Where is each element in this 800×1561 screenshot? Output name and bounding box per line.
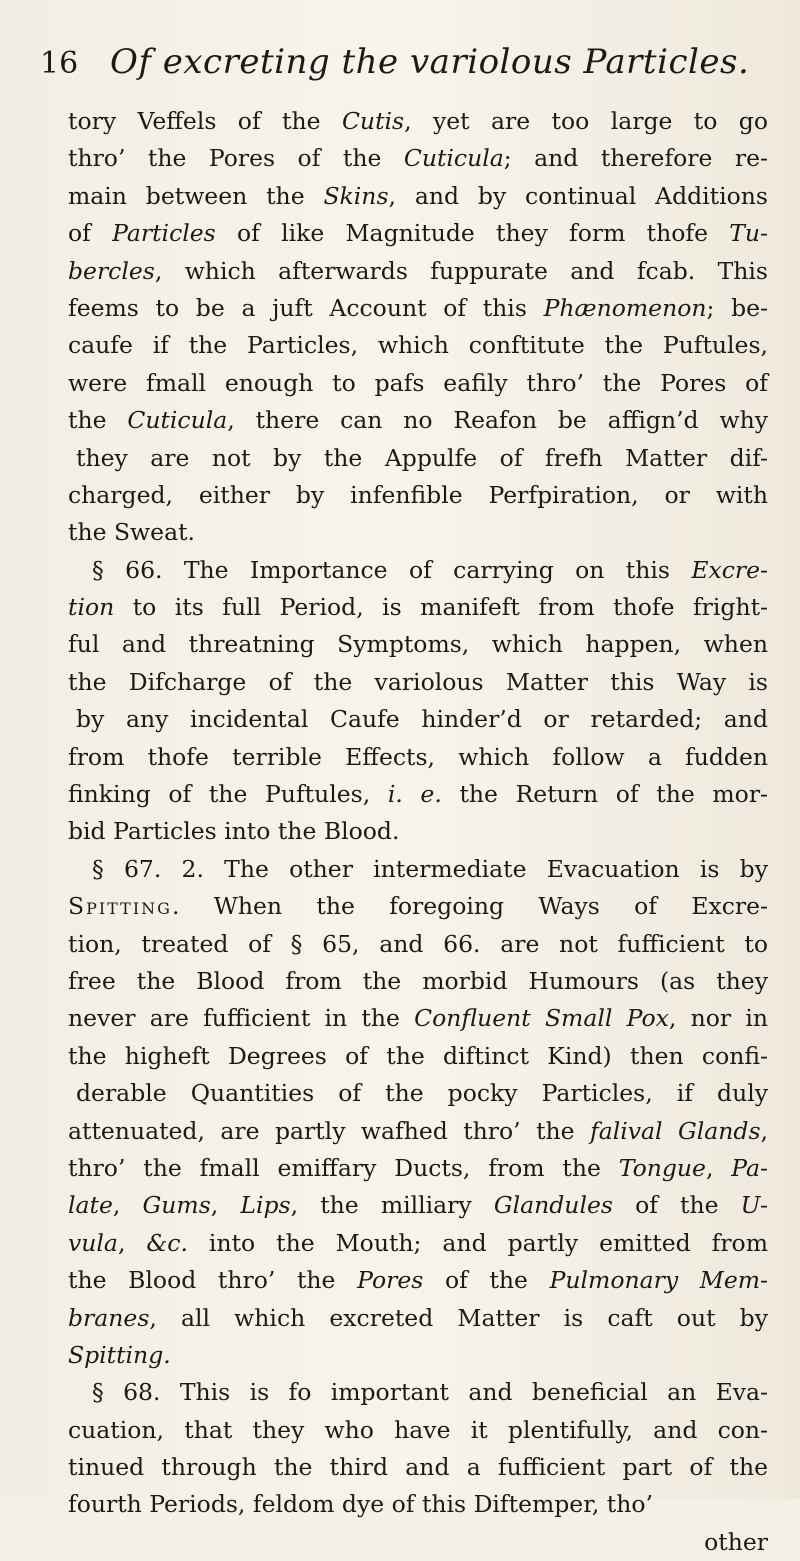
- text-line: [68, 626, 768, 663]
- text-run: falival Glands: [590, 1116, 761, 1145]
- text-run: bid Particles into the Blood.: [68, 817, 400, 846]
- text-line: [68, 1300, 768, 1337]
- text-run: attenuated, are partly wafhed thro’ the: [68, 1116, 590, 1145]
- text-line: [68, 926, 768, 963]
- text-run: feems to be a juft Account of this: [68, 293, 544, 322]
- text-run: branes: [68, 1303, 150, 1332]
- text-line: [68, 701, 768, 738]
- text-run: never are fufficient in the: [68, 1004, 415, 1033]
- text-line: [68, 402, 768, 439]
- text-run: caufe if the Particles, which conftitute the Puftules,: [68, 331, 768, 360]
- text-run: of the: [423, 1266, 550, 1295]
- text-run: , and by continual Additions: [388, 181, 768, 210]
- text-line: [68, 140, 768, 177]
- text-run: § 67. 2. The other intermediate Evacuation is by: [92, 854, 768, 883]
- text-line: [68, 327, 768, 364]
- text-run: were fmall enough to pafs eafily thro’ the Pores of: [68, 368, 768, 397]
- text-run: cuation, that they who have it plentifully, and con-: [68, 1415, 768, 1444]
- text-run: ,: [112, 1191, 143, 1220]
- text-run: thro’ the fmall emiffary Ducts, from the: [68, 1153, 619, 1182]
- text-line: [68, 552, 768, 589]
- text-line: [68, 215, 768, 252]
- text-run: ,: [760, 1116, 768, 1145]
- text-line: [68, 664, 768, 701]
- text-run: the higheft Degrees of the diftinct Kind) then confi-: [68, 1041, 768, 1070]
- text-run: , nor in: [668, 1004, 769, 1033]
- page-number: 16: [40, 46, 79, 81]
- text-run: ,: [210, 1191, 241, 1220]
- text-run: Cutis: [341, 107, 405, 135]
- text-run: § 68. This is fo important and beneficial an Eva-: [92, 1378, 768, 1407]
- text-run: § 66. The Importance of carrying on this: [92, 555, 692, 584]
- text-run: the: [68, 406, 128, 435]
- text-run: into the Mouth; and partly emitted from: [187, 1228, 768, 1257]
- text-run: Particles: [112, 219, 216, 248]
- text-line: [68, 290, 768, 327]
- text-line: [68, 1075, 768, 1112]
- text-run: Confluent Small Pox: [414, 1004, 669, 1033]
- text-run: Gums: [142, 1191, 211, 1220]
- text-line: [68, 1225, 768, 1262]
- text-run: , all which excreted Matter is caft out by: [149, 1303, 768, 1332]
- text-line: [68, 589, 768, 626]
- text-line: [68, 477, 768, 514]
- text-run: fourth Periods, feldom dye of this Diftemper, tho’: [68, 1490, 653, 1519]
- text-run: Tu-: [729, 219, 768, 248]
- text-run: charged, either by infenfible Perfpiration, or with: [68, 480, 768, 509]
- text-run: , yet are too large to go: [404, 107, 768, 135]
- text-line: [68, 1449, 768, 1486]
- body-text: [68, 103, 768, 1561]
- text-run: tory Veffels of the: [68, 107, 342, 135]
- text-run: they are not by the Appulfe of frefh Matter dif-: [76, 443, 768, 472]
- text-line: [68, 1038, 768, 1075]
- text-run: of: [68, 219, 113, 248]
- text-run: finking of the Puftules,: [68, 780, 388, 809]
- text-run: Glandules: [493, 1191, 613, 1220]
- text-run: . When the foregoing Ways of Excre-: [171, 892, 768, 921]
- text-run: ; and therefore re-: [503, 144, 768, 173]
- text-run: i. e.: [387, 780, 442, 809]
- running-title: Of excreting the variolous Particles.: [110, 42, 750, 82]
- text-run: , there can no Reafon be affign’d why: [227, 406, 768, 435]
- text-line: [68, 813, 768, 850]
- text-run: derable Quantities of the pocky Particles, if duly: [76, 1079, 768, 1108]
- text-line: [68, 103, 768, 140]
- text-line: [68, 888, 768, 925]
- text-line: [68, 253, 768, 290]
- text-line: [68, 776, 768, 813]
- text-run: Skins: [323, 181, 389, 210]
- text-run: vula: [68, 1228, 118, 1257]
- text-run: Pulmonary Mem-: [549, 1266, 768, 1295]
- text-run: free the Blood from the morbid Humours (as they: [68, 966, 768, 995]
- text-run: by any incidental Caufe hinder’d or retarded; and: [76, 705, 768, 734]
- text-run: bercles: [68, 256, 155, 285]
- text-run: Cuticula: [127, 406, 228, 435]
- text-run: to its full Period, is manifeft from thofe fright-: [114, 593, 768, 622]
- catchword: other: [704, 1527, 768, 1556]
- text-line: [68, 440, 768, 477]
- text-run: tion, treated of § 65, and 66. are not fufficient to: [68, 929, 768, 958]
- text-run: ; be-: [706, 293, 769, 322]
- text-run: ,: [117, 1228, 147, 1257]
- text-run: Lips: [240, 1191, 291, 1220]
- text-run: &c.: [146, 1228, 188, 1257]
- text-run: Tongue: [618, 1153, 706, 1182]
- text-run: thro’ the Pores of the: [68, 144, 404, 173]
- text-run: the Sweat.: [68, 518, 196, 547]
- text-line: [68, 1113, 768, 1150]
- text-run: U-: [740, 1191, 768, 1220]
- text-line: [68, 514, 768, 551]
- text-run: tion: [68, 593, 115, 622]
- text-run: Spitting.: [68, 1340, 171, 1369]
- text-line: [68, 1000, 768, 1037]
- text-line: [68, 1374, 768, 1411]
- text-line: [68, 1337, 768, 1374]
- text-run: main between the: [68, 181, 324, 210]
- text-run: Phænomenon: [543, 293, 707, 322]
- text-run: ful and threatning Symptoms, which happen, when: [68, 630, 768, 659]
- text-line: [68, 178, 768, 215]
- text-run: Pa-: [731, 1153, 768, 1182]
- text-run: , the milliary: [290, 1191, 494, 1220]
- text-run: Spitting: [68, 892, 172, 921]
- text-run: ,: [705, 1153, 732, 1182]
- text-run: Excre-: [691, 555, 768, 584]
- text-line: [68, 365, 768, 402]
- text-line: [68, 963, 768, 1000]
- text-run: Pores: [357, 1266, 424, 1295]
- text-run: tinued through the third and a fufficient part of the: [68, 1453, 768, 1482]
- text-line: [68, 851, 768, 888]
- text-run: , which afterwards fuppurate and fcab. This: [154, 256, 768, 285]
- text-line: [68, 1187, 768, 1224]
- text-run: Cuticula: [403, 144, 504, 173]
- text-line: [68, 1150, 768, 1187]
- text-run: the Blood thro’ the: [68, 1266, 358, 1295]
- text-line: [68, 1412, 768, 1449]
- text-run: late: [68, 1191, 113, 1220]
- text-run: of like Magnitude they form thofe: [215, 219, 730, 248]
- text-run: from thofe terrible Effects, which follow a fudden: [68, 742, 768, 771]
- text-line: [68, 1262, 768, 1299]
- text-run: the Difcharge of the variolous Matter this Way is: [68, 667, 768, 696]
- running-header: [40, 38, 760, 98]
- text-run: of the: [612, 1191, 741, 1220]
- text-run: the Return of the mor-: [441, 780, 768, 809]
- text-line: [68, 1486, 768, 1523]
- text-line: [68, 739, 768, 776]
